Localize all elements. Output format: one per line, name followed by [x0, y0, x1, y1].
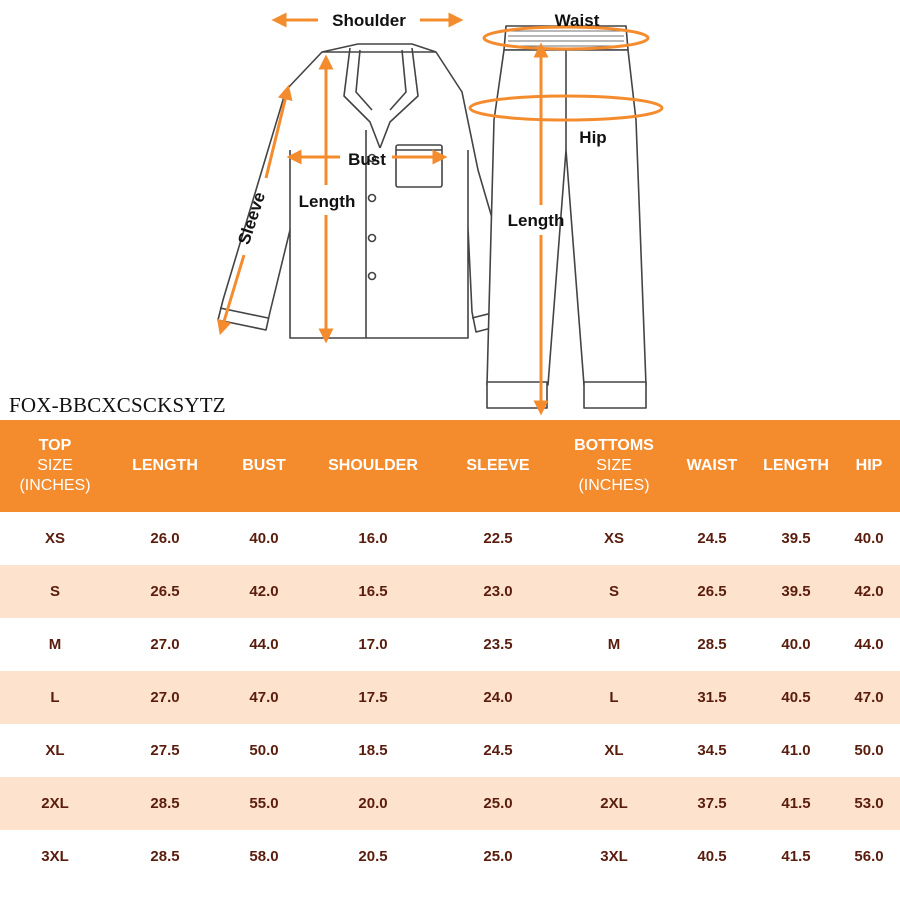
table-row	[0, 671, 900, 724]
shirt-outline	[218, 44, 522, 338]
table-row	[0, 618, 900, 671]
sleeve-label: Sleeve	[234, 189, 270, 247]
bust-cell: 55.0	[220, 777, 308, 830]
bottom-length-cell: 41.0	[754, 724, 838, 777]
bottom-length-cell: 40.0	[754, 618, 838, 671]
top-size-cell: 3XL	[0, 830, 110, 883]
shoulder-cell: 16.0	[308, 512, 438, 565]
top-length-cell: 27.5	[110, 724, 220, 777]
hip-cell: 42.0	[838, 565, 900, 618]
table-row	[0, 724, 900, 777]
waist-cell: 40.5	[670, 830, 754, 883]
bottom-length-cell: 41.5	[754, 830, 838, 883]
bust-cell: 40.0	[220, 512, 308, 565]
waist-cell: 37.5	[670, 777, 754, 830]
bust-cell: 42.0	[220, 565, 308, 618]
top-size-cell: XS	[0, 512, 110, 565]
bottom-length-label: Length	[507, 211, 565, 230]
sleeve-cell: 24.0	[438, 671, 558, 724]
col-header-top-length: LENGTH	[110, 420, 220, 512]
top-length-cell: 27.0	[110, 618, 220, 671]
col-header-hip: HIP	[838, 420, 900, 512]
shoulder-cell: 18.5	[308, 724, 438, 777]
sleeve-cell: 23.5	[438, 618, 558, 671]
top-size-cell: S	[0, 565, 110, 618]
top-size-cell: M	[0, 618, 110, 671]
bottoms-size-cell: S	[558, 565, 670, 618]
hip-label: Hip	[579, 128, 607, 147]
bust-cell: 58.0	[220, 830, 308, 883]
shoulder-label: Shoulder	[332, 11, 406, 30]
bottoms-size-cell: XL	[558, 724, 670, 777]
bottoms-size-cell: M	[558, 618, 670, 671]
hip-cell: 47.0	[838, 671, 900, 724]
bottoms-size-cell: 3XL	[558, 830, 670, 883]
table-row	[0, 565, 900, 618]
shoulder-cell: 16.5	[308, 565, 438, 618]
top-size-cell: L	[0, 671, 110, 724]
col-header-sleeve: SLEEVE	[438, 420, 558, 512]
top-size-cell: 2XL	[0, 777, 110, 830]
hip-cell: 56.0	[838, 830, 900, 883]
bottom-length-cell: 40.5	[754, 671, 838, 724]
top-size-cell: XL	[0, 724, 110, 777]
bust-cell: 47.0	[220, 671, 308, 724]
hip-cell: 50.0	[838, 724, 900, 777]
top-length-cell: 27.0	[110, 671, 220, 724]
size-table-header-row	[0, 420, 900, 512]
sleeve-cell: 22.5	[438, 512, 558, 565]
col-header-bust: BUST	[220, 420, 308, 512]
top-length-cell: 28.5	[110, 777, 220, 830]
top-length-label: Length	[298, 192, 356, 211]
top-length-cell: 26.5	[110, 565, 220, 618]
waist-cell: 31.5	[670, 671, 754, 724]
pajama-measurement-diagram	[0, 0, 900, 420]
sleeve-cell: 25.0	[438, 777, 558, 830]
hip-cell: 40.0	[838, 512, 900, 565]
bottoms-size-cell: 2XL	[558, 777, 670, 830]
col-header-waist: WAIST	[670, 420, 754, 512]
sleeve-cell: 23.0	[438, 565, 558, 618]
bottom-length-cell: 39.5	[754, 565, 838, 618]
table-row	[0, 512, 900, 565]
shoulder-cell: 17.0	[308, 618, 438, 671]
bust-label: Bust	[348, 150, 386, 169]
table-row	[0, 830, 900, 883]
waist-cell: 34.5	[670, 724, 754, 777]
hip-cell: 53.0	[838, 777, 900, 830]
bottom-length-cell: 39.5	[754, 512, 838, 565]
col-header-shoulder: SHOULDER	[308, 420, 438, 512]
hip-cell: 44.0	[838, 618, 900, 671]
bottoms-size-cell: XS	[558, 512, 670, 565]
product-sku: FOX-BBCXCSCKSYTZ	[9, 393, 226, 417]
col-header-bottom-length: LENGTH	[754, 420, 838, 512]
col-header-bottoms-size: BOTTOMS SIZE (INCHES)	[558, 420, 670, 512]
bust-cell: 50.0	[220, 724, 308, 777]
shoulder-cell: 20.5	[308, 830, 438, 883]
top-length-cell: 28.5	[110, 830, 220, 883]
bottoms-size-cell: L	[558, 671, 670, 724]
waist-label: Waist	[554, 11, 600, 30]
shoulder-cell: 20.0	[308, 777, 438, 830]
shoulder-cell: 17.5	[308, 671, 438, 724]
top-length-cell: 26.0	[110, 512, 220, 565]
size-chart-table	[0, 420, 900, 883]
bust-cell: 44.0	[220, 618, 308, 671]
table-row	[0, 777, 900, 830]
bottom-length-cell: 41.5	[754, 777, 838, 830]
waist-cell: 28.5	[670, 618, 754, 671]
sleeve-cell: 25.0	[438, 830, 558, 883]
waist-cell: 24.5	[670, 512, 754, 565]
col-header-top-size: TOP SIZE (INCHES)	[0, 420, 110, 512]
sleeve-cell: 24.5	[438, 724, 558, 777]
waist-cell: 26.5	[670, 565, 754, 618]
